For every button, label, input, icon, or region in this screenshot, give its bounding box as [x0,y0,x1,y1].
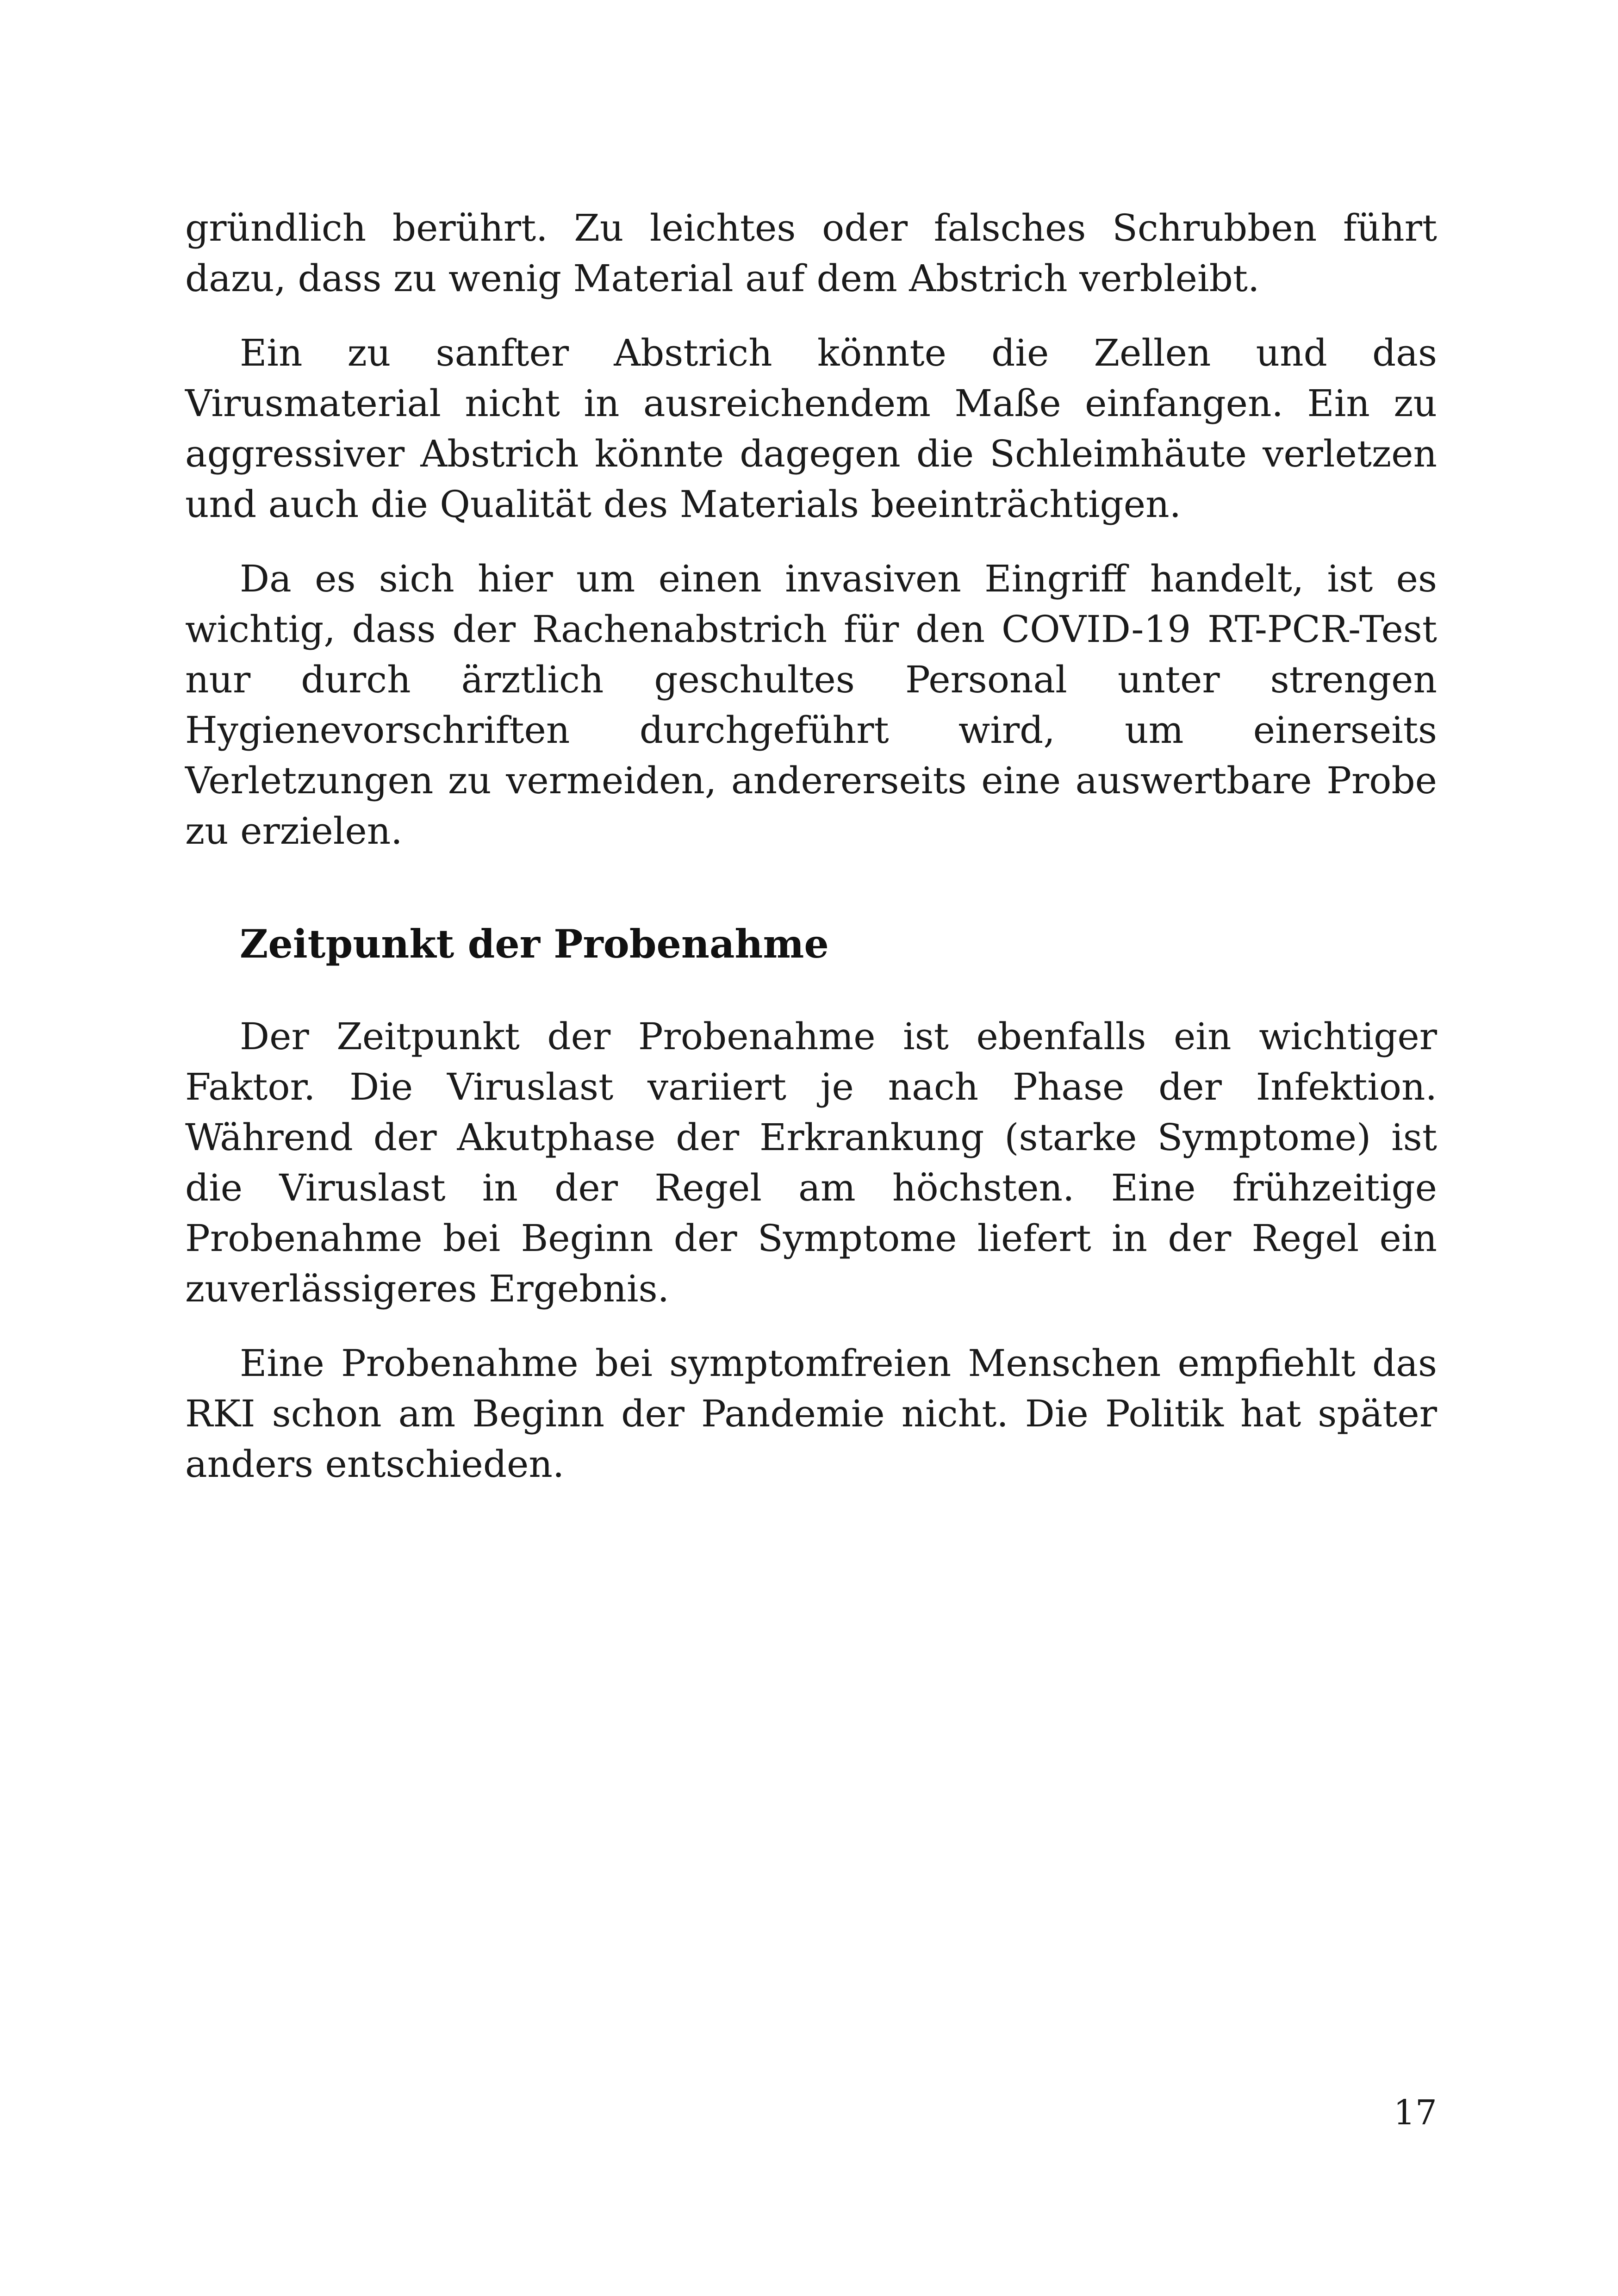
body-text-section-1 [185,203,1437,856]
paragraph-swab-pressure: Ein zu sanfter Abstrich könnte die Zellen und das Virusmaterial nicht in ausreichendem Maße einfangen. Ein zu aggressiver Abstrich könnte dagegen die Schleimhäute verletzen und auch die Qualität des Materials beeinträchtigen. [185,331,1437,526]
paragraph-symptom-free: Eine Probenahme bei symptomfreien Menschen empfiehlt das RKI schon am Beginn der Pandemie nicht. Die Politik hat später anders entschieden. [185,1342,1437,1486]
paragraph-sampling-time: Der Zeitpunkt der Probenahme ist ebenfalls ein wichtiger Faktor. Die Viruslast variiert je nach Phase der Infektion. Während der Akutphase der Erkrankung (starke Symptome) ist die Viruslast in der Regel am höchsten. Eine frühzeitige Probenahme bei Beginn der Symptome liefert in der Regel ein zuverlässigeres Ergebnis. [185,1015,1437,1310]
section-heading: Zeitpunkt der Probenahme [240,921,829,967]
body-text-section-2 [185,1011,1437,1489]
paragraph-invasive-procedure: Da es sich hier um einen invasiven Eingriff handelt, ist es wichtig, dass der Rachenabstrich für den COVID-19 RT-PCR-Test nur durch ärztlich geschultes Personal unter strengen Hygienevorschriften durchgeführt wird, um einerseits Verletzungen zu vermeiden, andererseits eine auswertbare Probe zu erzielen. [185,557,1437,852]
page-number: 17 [1393,2093,1437,2133]
paragraph-continuation: gründlich berührt. Zu leichtes oder falsches Schrubben führt dazu, dass zu wenig Material auf dem Abstrich verbleibt. [185,206,1437,300]
